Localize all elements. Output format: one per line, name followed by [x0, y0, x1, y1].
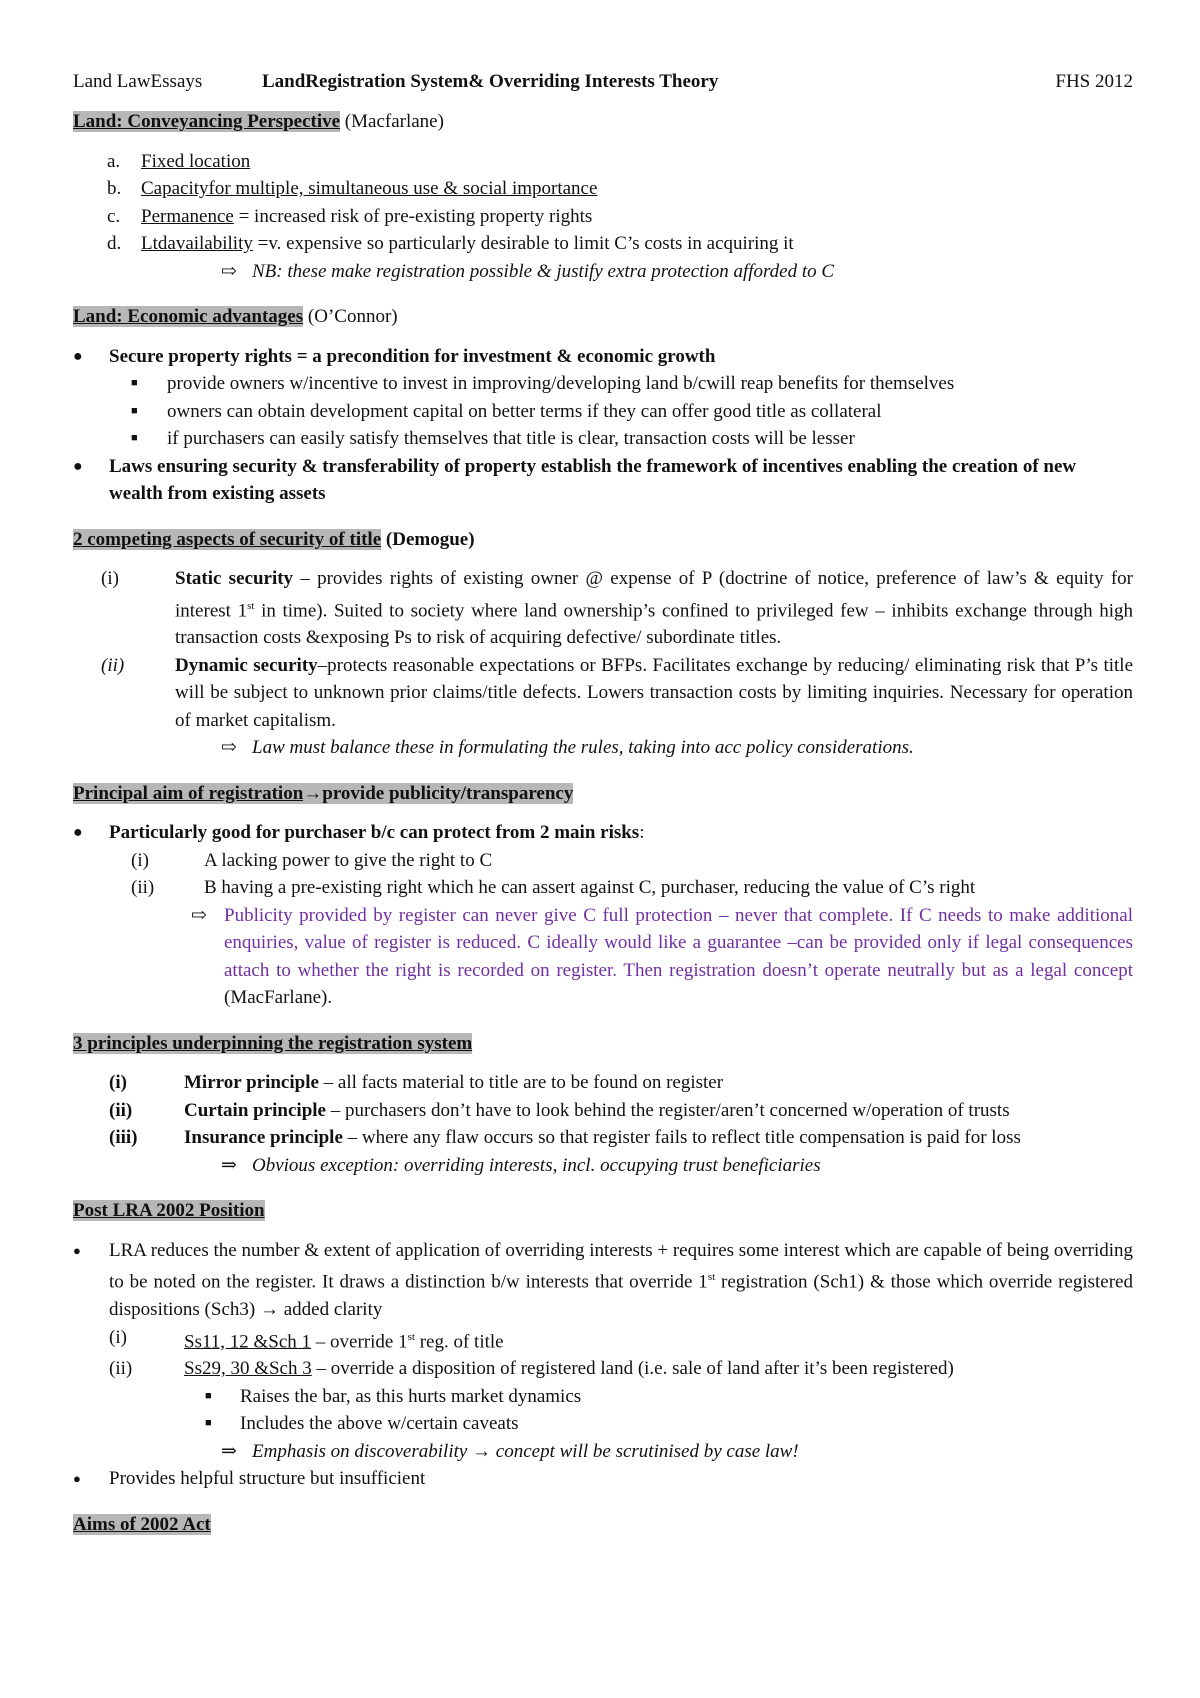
bullet-icon: ●: [73, 824, 83, 842]
list-item: d. Ltdavailability =v. expensive so particularly desirable to limit C’s costs in acquiring it: [107, 233, 794, 254]
bullet-item: ● Provides helpful structure but insufficient: [73, 1465, 1133, 1493]
bullet-icon: ●: [73, 347, 83, 365]
bullet-icon: ●: [73, 457, 83, 475]
bullet-item: ● LRA reduces the number & extent of application of overriding interests + requires some interest which are capable of being overriding to be noted on the register. It draws a distinction b/w interests that override 1st registration (Sch1) & those which override registered dispositions (Sch3) → added clarity: [73, 1237, 1133, 1324]
header-right: FHS 2012: [1055, 71, 1133, 92]
header-left: Land LawEssays: [73, 71, 203, 92]
section-post-lra: [73, 1197, 1133, 1493]
square-bullet-icon: ■: [131, 377, 138, 389]
list-item: b. Capacityfor multiple, simultaneous use & social importance: [107, 178, 598, 199]
section-heading: Land: Conveyancing Perspective (Macfarlane): [73, 111, 444, 132]
list-item: (ii) Ss29, 30 &Sch 3 – override a disposition of registered land (i.e. sale of land after it’s been registered): [109, 1358, 954, 1380]
bullet-item: ● Laws ensuring security & transferability of property establish the framework of incentives enabling the creation of new wealth from existing assets: [73, 453, 1133, 508]
list-item: c. Permanence = increased risk of pre-existing property rights: [107, 205, 593, 227]
section-principles: [73, 1030, 1133, 1180]
list-item: (i) Static security – provides rights of existing owner @ expense of P (doctrine of notice, preference of law’s & equity for interest 1st in time). Suited to society where land ownership’s confined to privileged few – inhibits exchange through high transaction costs &exposing Ps to risk of acquiring defective/ subordinate titles.: [101, 568, 1133, 649]
arrow-icon: ⇨: [191, 904, 207, 926]
bullet-icon: ●: [73, 1242, 81, 1258]
list-item: (ii) B having a pre-existing right which he can assert against C, purchaser, reducing the value of C’s right: [131, 877, 976, 899]
arrow-icon: ⇨: [221, 260, 237, 282]
sub-bullet-item: ■ if purchasers can easily satisfy themselves that title is clear, transaction costs will be lesser: [73, 425, 1133, 453]
note-line: ⇨ NB: these make registration possible & justify extra protection afforded to C: [73, 258, 1133, 286]
note-line: ⇒ Emphasis on discoverability → concept will be scrutinised by case law!: [73, 1438, 1133, 1466]
list-item: (ii) Dynamic security–protects reasonable expectations or BFPs. Facilitates exchange by reducing/ eliminating risk that P’s title will be subject to unknown prior claims/title defects. Lowers transaction costs by limiting inquiries. Necessary for operation of market capitalism.: [101, 654, 1133, 731]
list-item: (i) Ss11, 12 &Sch 1 – override 1st reg. of title: [109, 1326, 504, 1352]
arrow-icon: ⇒: [221, 1440, 237, 1462]
sub-bullet-item: ■ Includes the above w/certain caveats: [73, 1410, 1133, 1438]
note-paragraph: ⇨ Publicity provided by register can never give C full protection – never that complete. If C needs to make additional enquiries, value of register is reduced. C ideally would like a guarantee –can be provided only if legal consequences attach to whether the right is recorded on register. Then registration doesn’t operate neutrally but as a legal concept (MacFarlane).: [73, 902, 1133, 1012]
list-item: a. Fixed location: [107, 150, 251, 172]
document-page: [73, 68, 1133, 1556]
square-bullet-icon: ■: [205, 1417, 212, 1430]
arrow-right-icon: →: [303, 782, 323, 804]
section-heading: Aims of 2002 Act: [73, 1513, 211, 1535]
arrow-icon: ⇒: [221, 1154, 237, 1176]
section-registration-aim: [73, 780, 1133, 1012]
section-heading: Principal aim of registration→provide publicity/transparency: [73, 782, 574, 804]
sub-bullet-item: ■ owners can obtain development capital on better terms if they can offer good title as collateral: [73, 398, 1133, 426]
list-item: (i) A lacking power to give the right to C: [131, 849, 493, 871]
note-line: ⇨ Law must balance these in formulating the rules, taking into acc policy considerations.: [73, 734, 1133, 762]
section-heading: Post LRA 2002 Position: [73, 1200, 265, 1222]
note-line: ⇒ Obvious exception: overriding interests, incl. occupying trust beneficiaries: [73, 1152, 1133, 1180]
header-title: LandRegistration System& Overriding Interests Theory: [262, 71, 719, 92]
square-bullet-icon: ■: [131, 432, 138, 444]
list-item: (ii) Curtain principle – purchasers don’t have to look behind the register/aren’t concerned w/operation of trusts: [109, 1099, 1010, 1121]
section-heading: 2 competing aspects of security of title (Demogue): [73, 528, 475, 550]
bullet-item: ● Particularly good for purchaser b/c can protect from 2 main risks:: [73, 819, 1133, 847]
section-economic: [73, 303, 1133, 508]
section-conveyancing: [73, 108, 1133, 285]
list-item: (i) Mirror principle – all facts material to title are to be found on register: [109, 1072, 724, 1094]
sub-bullet-item: ■ Raises the bar, as this hurts market dynamics: [73, 1383, 1133, 1411]
section-security-of-title: [73, 526, 1133, 762]
sub-bullet-item: ■ provide owners w/incentive to invest in improving/developing land b/cwill reap benefits for themselves: [73, 370, 1133, 398]
arrow-icon: ⇨: [221, 737, 237, 759]
square-bullet-icon: ■: [131, 404, 138, 417]
section-heading: 3 principles underpinning the registration system: [73, 1032, 473, 1054]
list-item: (iii) Insurance principle – where any flaw occurs so that register fails to reflect title compensation is paid for loss: [109, 1127, 1021, 1149]
section-heading: Land: Economic advantages (O’Connor): [73, 306, 398, 327]
square-bullet-icon: ■: [205, 1389, 212, 1402]
bullet-item: ● Secure property rights = a precondition for investment & economic growth: [73, 343, 1133, 371]
bullet-icon: ●: [73, 1471, 81, 1487]
page-header: [73, 68, 1133, 96]
section-aims-2002: [73, 1511, 1133, 1539]
